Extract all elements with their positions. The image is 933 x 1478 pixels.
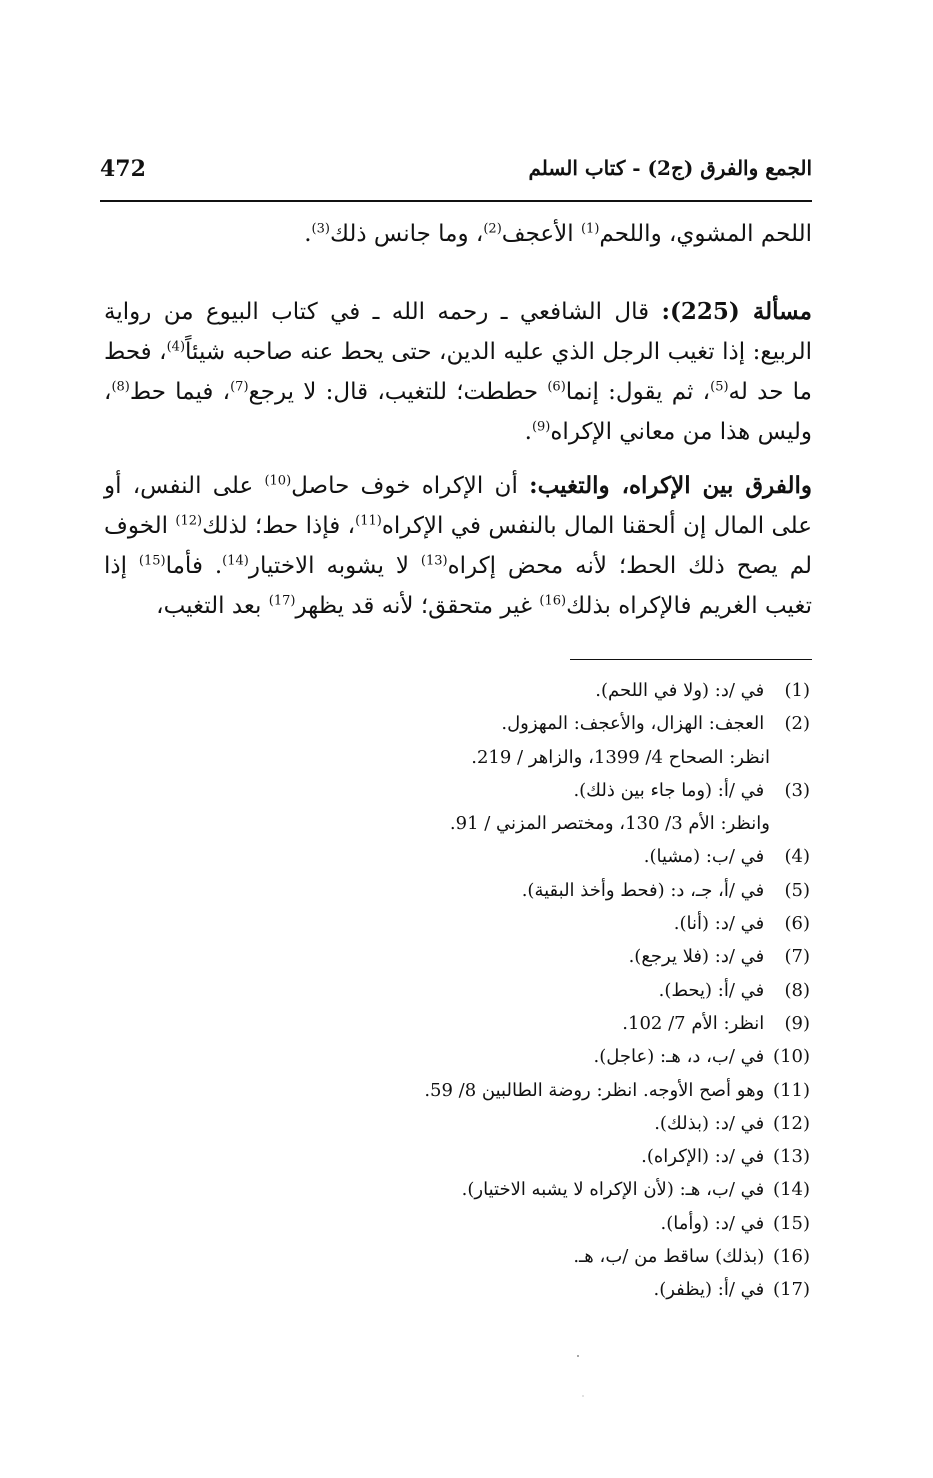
text-run: إذا تغيب الغريم فالإكراه بذلك xyxy=(104,553,812,619)
footnote-number: (6) xyxy=(784,913,810,935)
footnote-text: في /ب: (مشيا). xyxy=(643,846,765,868)
footnote-15 xyxy=(300,1207,810,1240)
text-run: أن الإكراه خوف حاصل xyxy=(291,473,530,499)
footnote-17 xyxy=(300,1273,810,1306)
text-run: . فأما xyxy=(165,553,223,579)
paragraph-1 xyxy=(104,214,812,254)
footnote-number: (8) xyxy=(784,979,810,1001)
footnote-text: (بذلك) ساقط من /ب، هـ. xyxy=(573,1246,765,1268)
footnote-number: (2) xyxy=(784,713,810,735)
text-run: . xyxy=(304,221,312,247)
footnote-3 xyxy=(300,774,810,807)
footnote-ref: (3) xyxy=(311,221,330,237)
footnote-number: (7) xyxy=(784,946,810,968)
footnote-text: في /ب، د، هـ: (عاجل). xyxy=(593,1046,765,1068)
footnote-number: (14) xyxy=(773,1179,810,1201)
text-run: لا يشوبه الاختيار xyxy=(248,553,421,579)
footnote-text: في /د: (بذلك). xyxy=(654,1112,765,1134)
footnote-text: وانظر: الأم 3/ 130، ومختصر المزني / 91. xyxy=(449,813,770,835)
footnote-ref: (4) xyxy=(166,339,186,355)
footnote-text: في /د: (أنا). xyxy=(673,913,765,935)
footnote-number: (4) xyxy=(784,846,810,868)
text-run: ، فحط ما حد له xyxy=(104,339,812,405)
text-run: على النفس، أو على المال إن ألحقنا المال بالنفس في الإكراه xyxy=(104,473,812,539)
footnote-ref: (1) xyxy=(580,221,600,237)
page-header xyxy=(100,150,812,194)
footnote-ref: (10) xyxy=(264,473,292,489)
text-run: ، وليس هذا من معاني الإكراه xyxy=(104,379,812,445)
footnote-13 xyxy=(300,1140,810,1173)
footnote-ref: (17) xyxy=(268,593,296,609)
footnote-text: في /أ: (وما جاء بين ذلك). xyxy=(573,779,765,801)
text-run: حططت؛ للتغيب، قال: لا يرجع xyxy=(248,379,548,405)
text-run: ، فيما حط xyxy=(129,379,231,405)
footnote-1 xyxy=(300,674,810,707)
footnote-number: (3) xyxy=(784,779,810,801)
footnote-separator xyxy=(570,659,812,660)
footnote-4 xyxy=(300,840,810,873)
footnote-ref: (5) xyxy=(710,379,729,395)
footnote-3-continued xyxy=(300,807,810,840)
text-run: غير متحقق؛ لأنه قد يظهر xyxy=(295,593,540,619)
footnote-number: (15) xyxy=(773,1212,810,1234)
footnote-7 xyxy=(300,940,810,973)
footnote-16 xyxy=(300,1240,810,1273)
footnote-12 xyxy=(300,1107,810,1140)
text-run: اللحم المشوي، واللحم xyxy=(599,221,812,247)
text-run: قال الشافعي ـ رحمه الله ـ في كتاب البيوع من رواية الربيع: إذا تغيب الرجل الذي عليه الدين، حتى يحط عنه صاحبه شيئاً xyxy=(104,299,812,365)
footnote-2 xyxy=(300,707,810,740)
footnote-text: انظر: الأم 7/ 102. xyxy=(622,1012,765,1034)
footnote-ref: (16) xyxy=(539,593,567,609)
running-title: الجمع والفرق (ج2) - كتاب السلم xyxy=(528,156,812,180)
footnote-ref: (8) xyxy=(111,379,130,395)
page-number: 472 xyxy=(100,156,146,182)
footnotes xyxy=(300,674,810,1307)
footnote-text: في /د: (الإكراه). xyxy=(641,1146,765,1168)
footnote-ref: (2) xyxy=(483,221,502,237)
text-run: ، وما جانس ذلك xyxy=(329,221,484,247)
text-run: الأعجف xyxy=(501,221,581,247)
footnote-number: (5) xyxy=(784,879,810,901)
footnote-number: (13) xyxy=(773,1146,810,1168)
text-run: ، فإذا حط؛ لذلك xyxy=(202,513,356,539)
footnote-text: في /ب، هـ: (لأن الإكراه لا يشبه الاختيار). xyxy=(461,1179,765,1201)
text-run: الخوف لم يصح ذلك الحط؛ لأنه محض إكراه xyxy=(104,513,813,579)
difference-heading: والفرق بين الإكراه، والتغيب: xyxy=(529,472,812,499)
footnote-14 xyxy=(300,1173,810,1206)
footnote-text: في /د: (فلا يرجع). xyxy=(628,946,765,968)
footnote-text: في /أ: (يحط). xyxy=(658,979,765,1001)
footnote-text: وهو أصح الأوجه. انظر: روضة الطالبين 8/ 59. xyxy=(424,1079,765,1101)
footnote-ref: (13) xyxy=(420,553,448,569)
footnote-text: انظر: الصحاح 4/ 1399، والزاهر / 219. xyxy=(471,746,770,768)
footnote-text: في /أ: (يظفر). xyxy=(653,1279,765,1301)
footnote-2-continued xyxy=(300,741,810,774)
text-run: بعد التغيب، xyxy=(156,593,269,619)
footnote-5 xyxy=(300,874,810,907)
footnote-text: في /أ، جـ، د: (فحط وأخذ البقية). xyxy=(521,879,765,901)
footnote-number: (12) xyxy=(773,1112,810,1134)
footnote-10 xyxy=(300,1040,810,1073)
footnote-text: في /د: (ولا في اللحم). xyxy=(595,680,765,701)
footnote-number: (11) xyxy=(773,1079,810,1101)
footnote-11 xyxy=(300,1074,810,1107)
footnote-ref: (15) xyxy=(138,553,166,569)
text-run: ، ثم يقول: إنما xyxy=(565,379,711,405)
footnote-ref: (12) xyxy=(175,513,203,529)
footnote-ref: (11) xyxy=(355,513,382,529)
footnote-number: (1) xyxy=(784,680,810,701)
masala-heading: مسألة (225): xyxy=(661,298,813,325)
text-run: . xyxy=(524,419,532,445)
header-rule xyxy=(100,200,812,202)
footnote-6 xyxy=(300,907,810,940)
footnote-ref: (9) xyxy=(531,419,551,435)
footnote-number: (9) xyxy=(784,1012,810,1034)
paragraph-masala-225 xyxy=(104,292,812,452)
footnote-text: العجف: الهزال، والأعجف: المهزول. xyxy=(501,713,765,735)
footnote-text: في /د: (وأما). xyxy=(660,1212,765,1234)
footnote-ref: (14) xyxy=(222,553,249,569)
footnote-9 xyxy=(300,1007,810,1040)
footnote-number: (17) xyxy=(773,1279,810,1301)
footnote-number: (10) xyxy=(773,1046,810,1068)
footnote-8 xyxy=(300,974,810,1007)
footnote-ref: (7) xyxy=(230,379,249,395)
paragraph-difference xyxy=(104,466,812,626)
scan-specks xyxy=(575,1350,587,1410)
footnote-ref: (6) xyxy=(547,379,566,395)
footnote-number: (16) xyxy=(773,1246,810,1268)
